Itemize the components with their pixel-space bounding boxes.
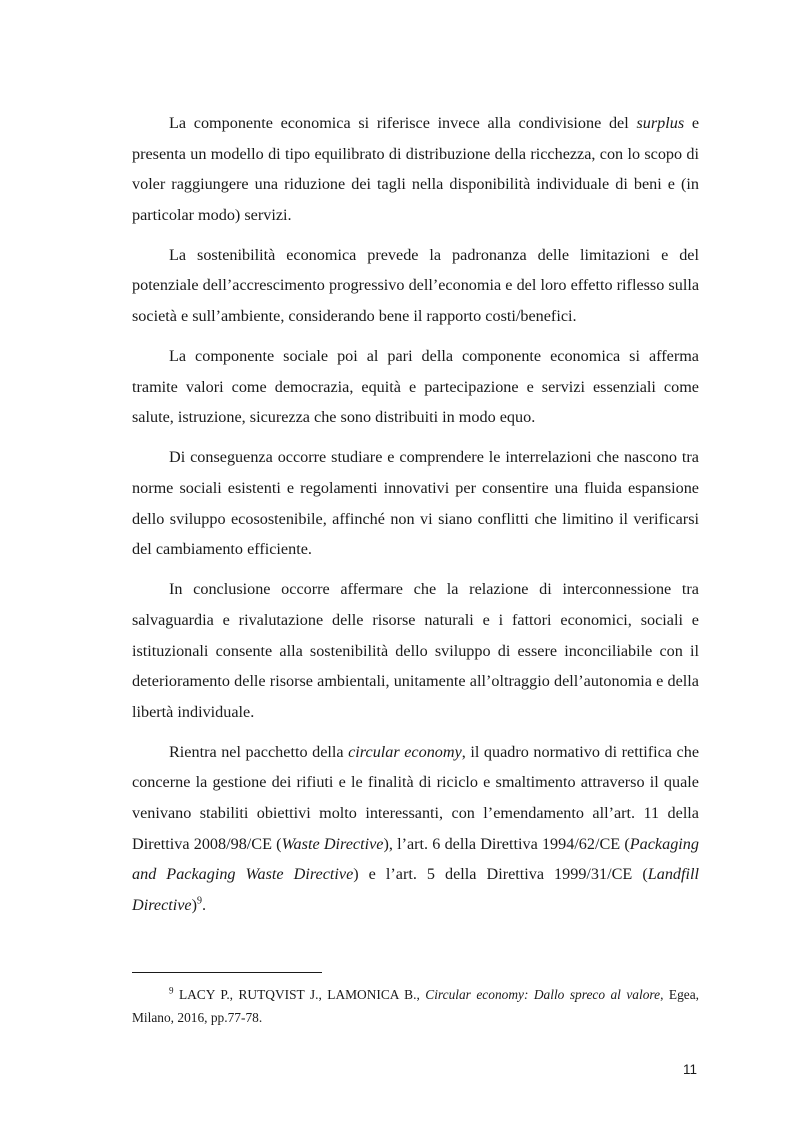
italic-term: Landfill Directive: [132, 865, 699, 914]
footnote-authors: LACY P., RUTQVIST J., LAMONICA B.,: [173, 987, 426, 1002]
footnote-marker: 9: [169, 985, 174, 996]
text-run: e presenta un modello di tipo equilibrato di distribuzione della ricchezza, con lo scopo di voler raggiungere una riduzione dei tagli nella disponibilità individuale di beni e (in particolar modo) servizi.: [132, 114, 700, 224]
page-number: 11: [682, 1062, 697, 1077]
text-run: ), l’art. 6 della Direttiva 1994/62/CE (: [383, 834, 630, 853]
footnote-reference[interactable]: 9: [197, 895, 203, 907]
italic-term: surplus: [636, 114, 685, 132]
italic-term: circular economy: [348, 742, 462, 761]
footnote: [132, 983, 699, 1029]
paragraph-interrelations: Di conseguenza occorre studiare e comprendere le interrelazioni che nascono tra norme sociali esistenti e regolamenti innovativi per consentire una fluida espansione dello sviluppo ecosostenibile, affinché non vi siano conflitti che limitino il verificarsi del cambiamento efficiente.: [132, 448, 699, 559]
footnote-separator: [132, 972, 322, 973]
paragraph-economic-sustainability: La sostenibilità economica prevede la padronanza delle limitazioni e del potenziale dell’accrescimento progressivo dell’economia e del loro effetto riflesso sulla società e sull’ambiente, considerando bene il rapporto costi/benefici.: [132, 245, 699, 326]
paragraph-economic-component: [132, 108, 699, 230]
text-run: ): [191, 895, 198, 914]
body-text: [132, 108, 699, 930]
paragraph-social-component: La componente sociale poi al pari della componente economica si afferma tramite valori come democrazia, equità e partecipazione e servizi essenziali come salute, istruzione, sicurezza che sono distribuiti in modo equo.: [132, 347, 699, 427]
italic-term: Waste Directive: [281, 834, 384, 853]
paragraph-circular-economy: [132, 737, 699, 921]
text-run: .: [202, 895, 207, 914]
text-run: , il quadro normativo di rettifica che concerne la gestione dei rifiuti e le finalità di riciclo e smaltimento attraverso il quale venivano stabiliti obiettivi molto interessanti, con l’emendamento all’art. 11 della Direttiva 2008/98/CE (: [132, 742, 699, 853]
text-run: La componente economica si riferisce invece alla condivisione del: [169, 114, 637, 132]
paragraph-conclusion: In conclusione occorre affermare che la relazione di interconnessione tra salvaguardia e rivalutazione delle risorse naturali e i fattori economici, sociali e istituzionali consente alla sostenibilità dello sviluppo di essere inconciliabile con il deterioramento delle risorse ambientali, unitamente all’oltraggio dell’autonomia e della libertà individuale.: [132, 580, 699, 721]
italic-term: Packaging and Packaging Waste Directive: [132, 834, 699, 884]
text-run: Rientra nel pacchetto della: [169, 742, 349, 761]
text-run: ) e l’art. 5 della Direttiva 1999/31/CE (: [353, 865, 648, 884]
footnote-publication: , Egea, Milano, 2016, pp.77-78.: [132, 987, 699, 1025]
footnote-title: Circular economy: Dallo spreco al valore: [425, 987, 661, 1002]
